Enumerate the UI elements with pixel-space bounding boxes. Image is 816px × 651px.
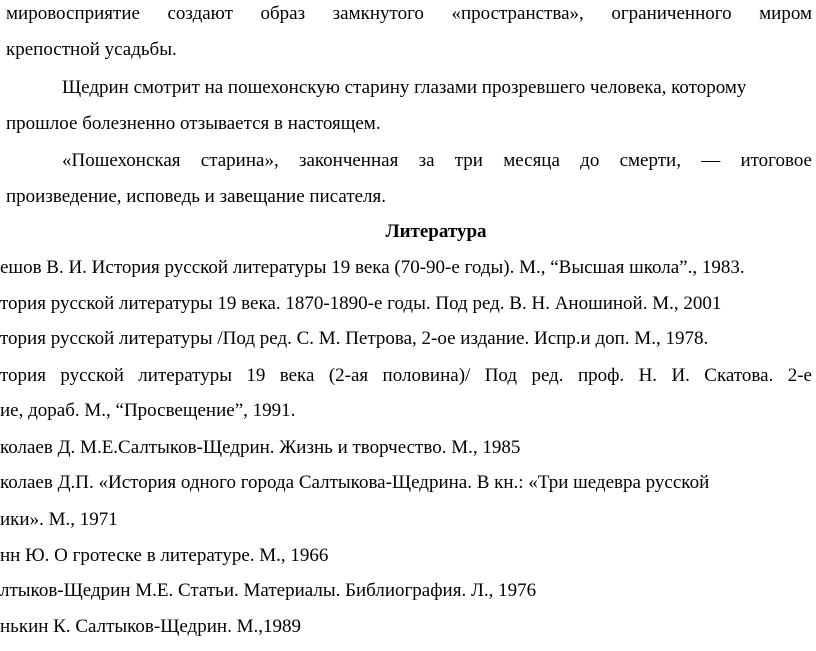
paragraph-2-line-2: прошлое болезненно отзывается в настоящем.	[6, 113, 381, 134]
reference-line-11: нькин К. Салтыков-Щедрин. М.,1989	[0, 616, 301, 637]
reference-line-5: ие, дораб. М., “Просвещение”, 1991.	[0, 400, 296, 421]
literature-heading: Литература	[385, 221, 487, 242]
reference-line-7: колаев Д.П. «История одного города Салтыкова-Щедрина. В кн.: «Три шедевра русской	[0, 472, 710, 493]
reference-line-3: тория русской литературы /Под ред. С. М. Петрова, 2-ое издание. Испр.и доп. М., 1978.	[0, 328, 709, 349]
paragraph-1-line-1: мировосприятие создают образ замкнутого «пространства», ограниченного миром	[6, 3, 812, 24]
reference-line-8: ики». М., 1971	[0, 509, 118, 530]
reference-line-10: лтыков-Щедрин М.Е. Статьи. Материалы. Библиография. Л., 1976	[0, 580, 537, 601]
reference-line-6: колаев Д. М.Е.Салтыков-Щедрин. Жизнь и творчество. М., 1985	[0, 437, 521, 458]
reference-line-2: тория русской литературы 19 века. 1870-1890-е годы. Под ред. В. Н. Аношиной. М., 2001	[0, 293, 722, 314]
reference-line-4: тория русской литературы 19 века (2-ая половина)/ Под ред. проф. Н. И. Скатова. 2-е	[0, 365, 812, 386]
reference-line-1: ешов В. И. История русской литературы 19 века (70-90-е годы). М., “Высшая школа”., 1983.	[0, 257, 745, 278]
paragraph-3-line-2: произведение, исповедь и завещание писателя.	[6, 186, 387, 207]
reference-line-9: нн Ю. О гротеске в литературе. М., 1966	[0, 545, 329, 566]
paragraph-2-line-1: Щедрин смотрит на пошехонскую старину глазами прозревшего человека, которому	[62, 77, 747, 98]
paragraph-3-line-1: «Пошехонская старина», законченная за три месяца до смерти, — итоговое	[62, 150, 812, 171]
paragraph-1-line-2: крепостной усадьбы.	[6, 39, 177, 60]
